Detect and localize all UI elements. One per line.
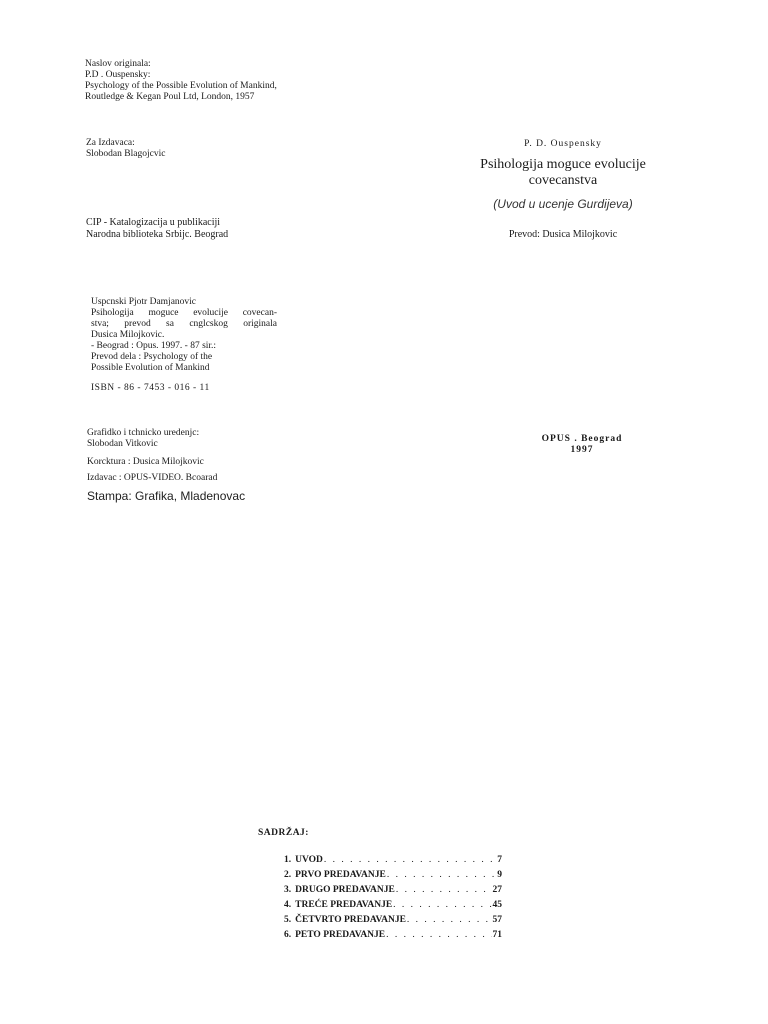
title-page-block	[462, 138, 664, 240]
technical-editor-label: Grafidko i tchnicko uredenjc:	[87, 428, 200, 438]
toc-entry-number: 1.	[284, 855, 292, 865]
cip-record-imprint: - Beograd : Opus. 1997. - 87 sir.:	[91, 341, 217, 351]
toc-entry-number: 4.	[284, 900, 292, 910]
toc-entry-page: 71	[492, 930, 502, 940]
toc-dot-leader	[324, 853, 496, 868]
cip-record-translation: stva; prevod sa cnglcskog originala	[91, 319, 277, 329]
publisher-block	[86, 138, 165, 160]
book-title-line-2: covecanstva	[528, 173, 598, 188]
toc-entry-page: 57	[492, 915, 502, 925]
translator: Prevod: Dusica Milojkovic	[508, 229, 618, 240]
cip-record-translator: Dusica Milojkovic.	[91, 330, 165, 340]
toc-entry-title: PRVO PREDAVANJE	[295, 870, 386, 880]
toc-list	[284, 853, 502, 943]
toc-entry	[284, 868, 502, 883]
publisher-name: Slobodan Blagojcvic	[86, 149, 166, 159]
toc-dot-leader	[407, 913, 492, 928]
toc-entry	[284, 853, 502, 868]
original-title-label: Naslov originala:	[85, 59, 151, 69]
book-subtitle: (Uvod u ucenje Gurdijeva)	[493, 197, 633, 211]
cip-block	[86, 217, 228, 241]
toc-entry	[284, 883, 502, 898]
book-author: P. D. Ouspensky	[524, 139, 602, 149]
table-of-contents	[258, 828, 508, 943]
cip-record-original-title: Possible Evolution of Mankind	[91, 363, 210, 373]
toc-entry	[284, 898, 502, 913]
toc-entry-page: 45	[492, 900, 502, 910]
toc-entry	[284, 913, 502, 928]
toc-entry-page: 7	[497, 855, 502, 865]
cip-record-original-label: Prevod dela : Psychology of the	[91, 352, 213, 362]
technical-editor-name: Slobodan Vitkovic	[87, 439, 158, 449]
toc-dot-leader	[393, 898, 491, 913]
cip-library: Narodna biblioteka Srbijc. Beograd	[86, 229, 229, 240]
toc-entry-number: 6.	[284, 930, 292, 940]
original-title: Psychology of the Possible Evolution of Mankind,	[85, 81, 277, 91]
original-publisher: Routledge & Kegan Poul Ltd, London, 1957	[85, 92, 255, 102]
toc-entry-title: UVOD	[295, 855, 323, 865]
cip-record-title: Psihologija moguce evolucije covecan-	[91, 308, 277, 318]
imprint-year: 1997	[570, 445, 594, 455]
book-title-line-1: Psihologija moguce evolucije	[480, 157, 646, 172]
cip-label: CIP - Katalogizacija u publikaciji	[86, 217, 221, 228]
toc-dot-leader	[387, 868, 496, 883]
toc-entry	[284, 928, 502, 943]
cip-record	[91, 297, 277, 394]
toc-entry-number: 5.	[284, 915, 292, 925]
toc-entry-title: ČETVRTO PREDAVANJE	[295, 915, 406, 925]
original-author: P.D . Ouspensky:	[85, 70, 151, 80]
toc-entry-title: PETO PREDAVANJE	[295, 930, 386, 940]
toc-dot-leader	[396, 883, 492, 898]
technical-editor-block	[87, 428, 199, 450]
imprint-publisher: OPUS . Beograd	[541, 434, 623, 444]
proofreading: Korcktura : Dusica Milojkovic	[87, 457, 204, 467]
original-title-block	[85, 59, 277, 103]
toc-dot-leader	[386, 928, 491, 943]
toc-entry-page: 9	[497, 870, 502, 880]
isbn: ISBN - 86 - 7453 - 016 - 11	[91, 383, 210, 393]
toc-entry-page: 27	[492, 885, 502, 895]
toc-entry-number: 3.	[284, 885, 292, 895]
issuer: Izdavac : OPUS-VIDEO. Bcoarad	[87, 473, 218, 483]
publisher-label: Za Izdavaca:	[86, 138, 135, 148]
toc-entry-title: DRUGO PREDAVANJE	[295, 885, 395, 895]
book-title	[462, 157, 664, 189]
toc-entry-title: TREĆE PREDAVANJE	[295, 900, 393, 910]
printer: Stampa: Grafika, Mladenovac	[87, 489, 246, 503]
toc-entry-number: 2.	[284, 870, 292, 880]
toc-heading: SADRŽAJ:	[258, 828, 309, 838]
cip-record-author: Uspcnski Pjotr Damjanovic	[91, 297, 197, 307]
imprint	[520, 434, 644, 456]
